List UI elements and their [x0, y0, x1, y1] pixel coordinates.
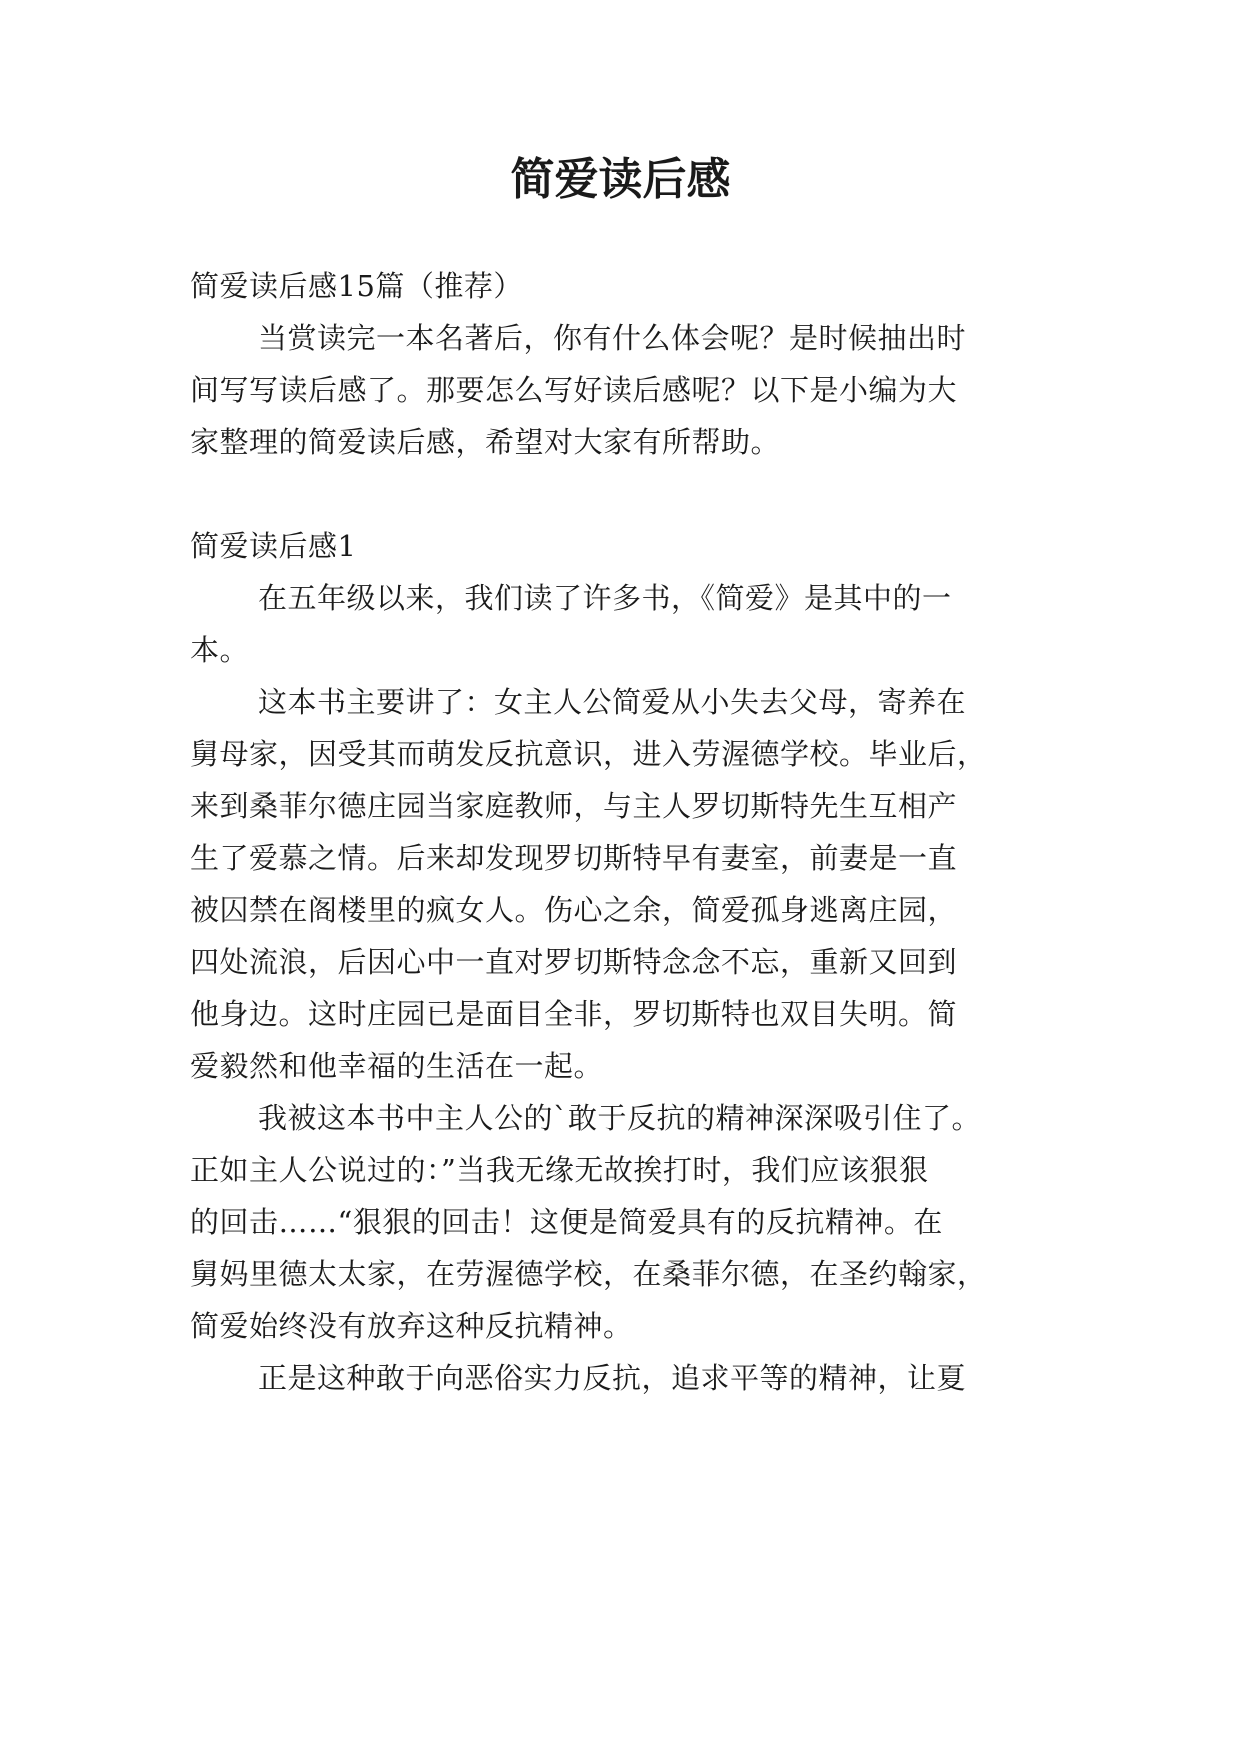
- paragraph2-line-2: 舅母家，因受其而萌发反抗意识，进入劳渥德学校。毕业后，: [190, 737, 987, 771]
- main-heading: 简爱读后感15篇（推荐）: [190, 269, 523, 303]
- paragraph2-line-4: 生了爱慕之情。后来却发现罗切斯特早有妻室，前妻是一直: [190, 841, 958, 875]
- intro-line-1: 当赏读完一本名著后，你有什么体会呢？是时候抽出时: [258, 321, 967, 355]
- paragraph3-line-3: 的回击……“狠狠的回击！这便是简爱具有的反抗精神。在: [190, 1205, 943, 1239]
- paragraph2-line-5: 被囚禁在阁楼里的疯女人。伤心之余，简爱孤身逃离庄园，: [190, 893, 958, 927]
- paragraph2-line-7: 他身边。这时庄园已是面目全非，罗切斯特也双目失明。简: [190, 997, 958, 1031]
- paragraph2-line-8: 爱毅然和他幸福的生活在一起。: [190, 1049, 604, 1083]
- paragraph3-line-4: 舅妈里德太太家，在劳渥德学校，在桑菲尔德，在圣约翰家，: [190, 1257, 987, 1291]
- paragraph1-line-1: 在五年级以来，我们读了许多书，《简爱》是其中的一: [258, 581, 952, 615]
- paragraph2-line-3: 来到桑菲尔德庄园当家庭教师，与主人罗切斯特先生互相产: [190, 789, 958, 823]
- intro-line-2: 间写写读后感了。那要怎么写好读后感呢？以下是小编为大: [190, 373, 958, 407]
- paragraph3-line-5: 简爱始终没有放弃这种反抗精神。: [190, 1309, 633, 1343]
- document-title: 简爱读后感: [510, 154, 731, 205]
- section1-heading: 简爱读后感1: [190, 529, 357, 563]
- paragraph1-line-2: 本。: [190, 633, 250, 667]
- paragraph2-line-6: 四处流浪，后因心中一直对罗切斯特念念不忘，重新又回到: [190, 945, 958, 979]
- paragraph4-line-1: 正是这种敢于向恶俗实力反抗，追求平等的精神，让夏: [258, 1361, 967, 1395]
- intro-line-3: 家整理的简爱读后感，希望对大家有所帮助。: [190, 425, 781, 459]
- paragraph2-line-1: 这本书主要讲了：女主人公简爱从小失去父母，寄养在: [258, 685, 967, 719]
- paragraph3-line-1: 我被这本书中主人公的`敢于反抗的精神深深吸引住了。: [258, 1101, 982, 1135]
- paragraph3-line-2: 正如主人公说过的：”当我无缘无故挨打时，我们应该狠狠: [190, 1153, 929, 1187]
